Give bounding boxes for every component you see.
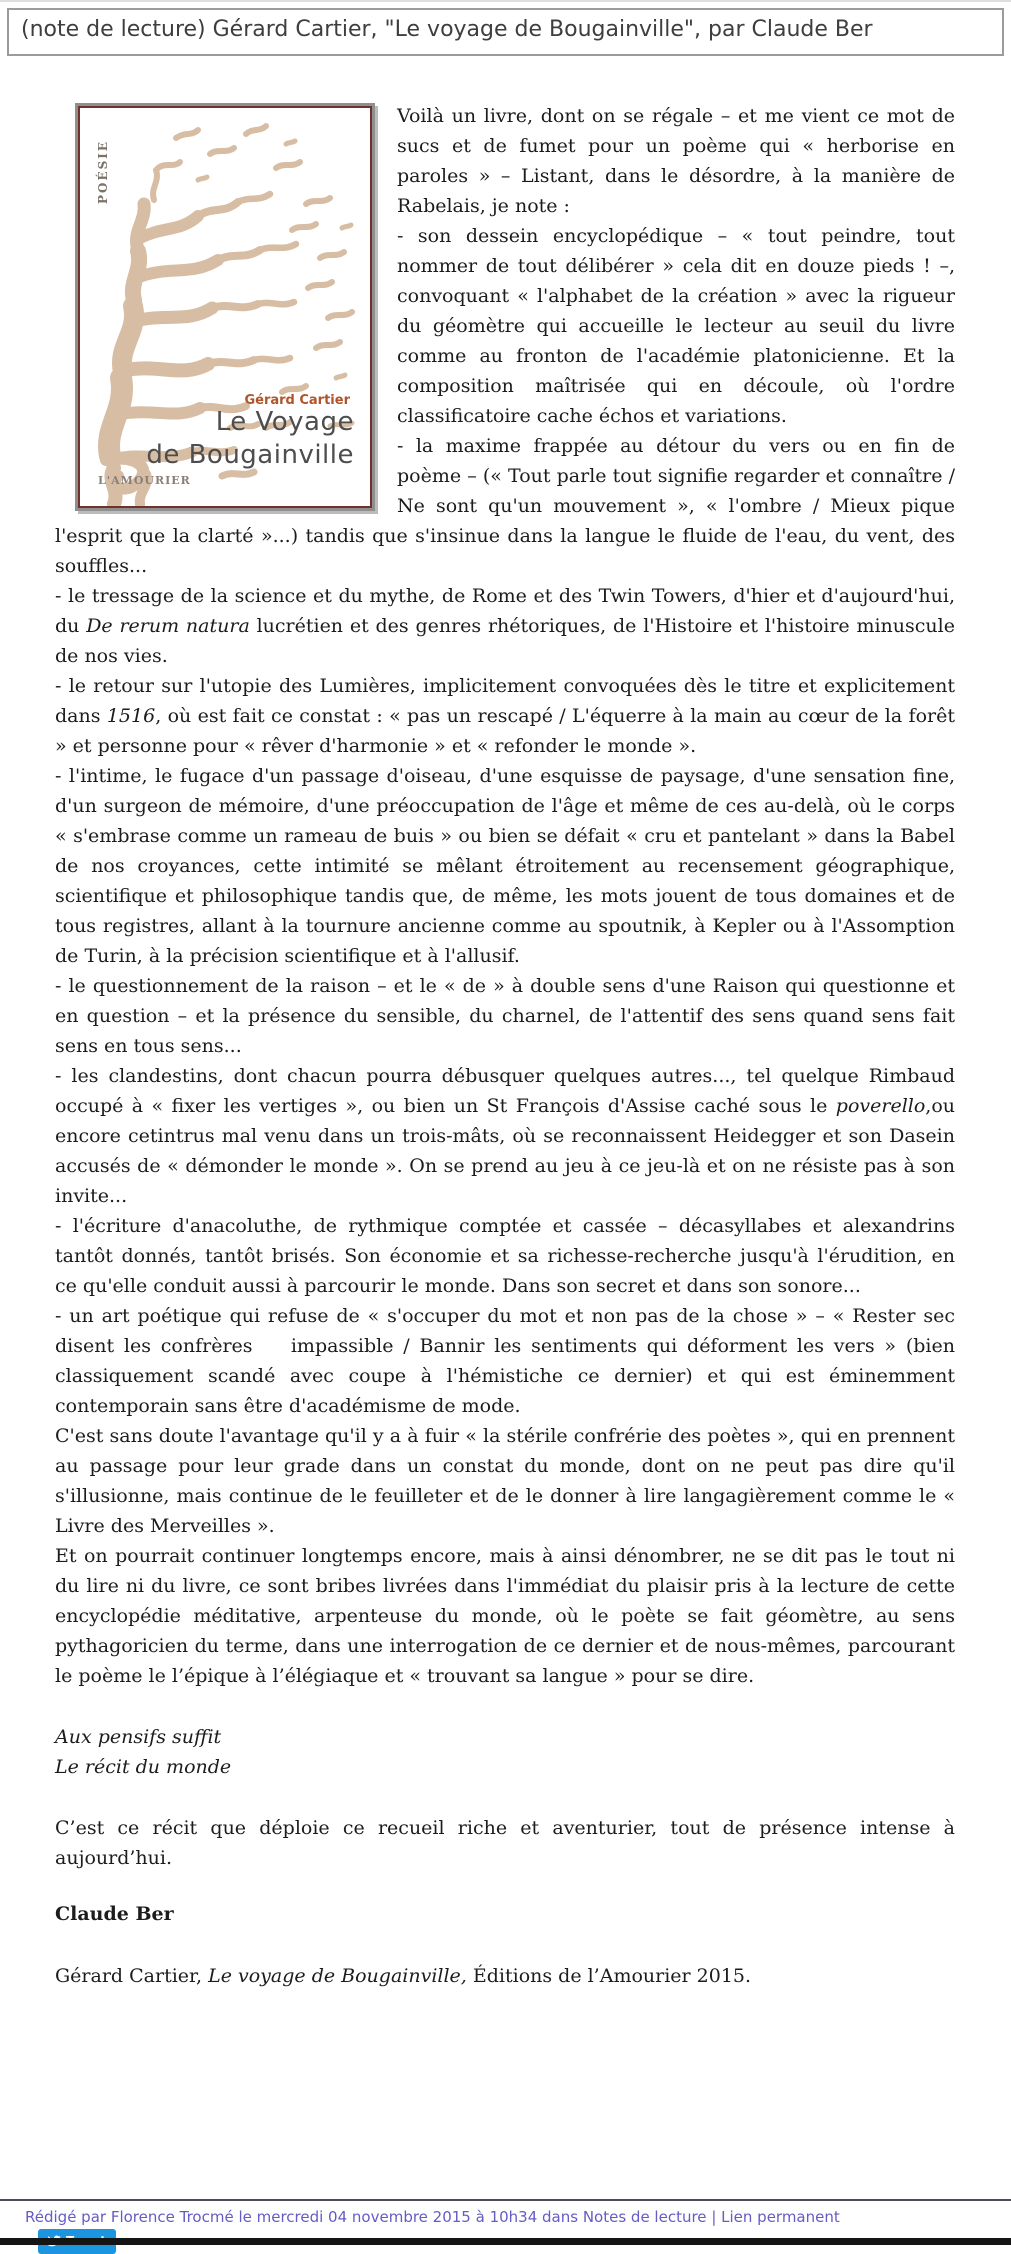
- book-cover: [75, 103, 375, 511]
- byline-text: Rédigé par Florence Trocmé le mercredi 04 novembre 2015 à 10h34 dans: [25, 2208, 583, 2226]
- text-segment: - le tressage de la science et du mythe, de Rome et des Twin Towers, d'hier et d'aujourd'hui, du: [55, 585, 955, 637]
- paragraph: [55, 1061, 955, 1211]
- text-segment: Voilà un livre, dont on se régale – et me vient ce mot de sucs et de fumet pour un poème qui « herborise en paroles » – Listant, dans le désordre, à la manière de Rabelais, je note :: [397, 105, 955, 217]
- paragraph: [55, 1961, 955, 1991]
- text-segment: Gérard Cartier,: [55, 1965, 209, 1987]
- text-segment: - le questionnement de la raison – et le « de » à double sens d'une Raison qui questionne et en question – et la présence du sensible, du charnel, de l'attentif des sens quand sens fait sens en tous sens...: [55, 975, 955, 1057]
- text-segment: lucrétien et des genres rhétoriques, de l'Histoire et l'histoire minuscule de nos vies.: [55, 615, 955, 667]
- paragraph: [55, 1211, 955, 1301]
- text-segment: Le récit du monde: [55, 1756, 232, 1778]
- paragraph: [55, 1421, 955, 1541]
- text-segment: poverello: [835, 1095, 926, 1117]
- paragraph: [55, 1541, 955, 1691]
- paragraph: [55, 671, 955, 761]
- bottom-edge-strip: [0, 2238, 1011, 2245]
- text-segment: Éditions de l’Amourier 2015.: [466, 1965, 752, 1987]
- review-article: [55, 101, 955, 1991]
- text-segment: ,ou encore cetintrus mal venu dans un trois-mâts, où se reconnaissent Heidegger et son Dasein accusés de « démonder le monde ». On se prend au jeu à ce jeu-là et on ne résiste pas à son invite...: [55, 1095, 955, 1207]
- permalink-link[interactable]: Lien permanent: [721, 2208, 840, 2226]
- paragraph: [55, 581, 955, 671]
- text-segment: - les clandestins, dont chacun pourra débusquer quelques autres..., tel quelque Rimbaud occupé à « fixer les vertiges », ou bien un St François d'Assise caché sous le: [55, 1065, 955, 1117]
- cover-author: Gérard Cartier: [244, 393, 350, 408]
- paragraph: [55, 1722, 955, 1752]
- cover-genre-label: POÉSIE: [96, 139, 110, 204]
- text-segment: Claude Ber: [55, 1903, 174, 1925]
- text-segment: C'est sans doute l'avantage qu'il y a à fuir « la stérile confrérie des poètes », qui en prennent au passage pour leur grade dans un constat du monde, dont on ne peut pas dire qu'il s'illusionne, mais continue de le feuilleter et de le donner à lire langagièrement comme le « Livre des Merveilles ».: [55, 1425, 955, 1537]
- text-segment: , où est fait ce constat : « pas un rescapé / L'équerre à la main au cœur de la forêt » et personne pour « rêver d'harmonie » et « refonder le monde ».: [55, 705, 955, 757]
- book-cover-inner: [78, 106, 372, 508]
- paragraph: [55, 1752, 955, 1782]
- cover-title-line2: de Bougainville: [146, 440, 354, 470]
- text-segment: C’est ce récit que déploie ce recueil riche et aventurier, tout de présence intense à aujourd’hui.: [55, 1817, 955, 1869]
- text-segment: Et on pourrait continuer longtemps encore, mais à ainsi dénombrer, ne se dit pas le tout ni du lire ni du livre, ce sont bribes livrées dans l'immédiat du plaisir pris à la lecture de cette encyclopédie méditative, arpenteuse du monde, où le poète se fait géomètre, au sens pythagoricien du terme, dans une interrogation de ce dernier et de nous-mêmes, parcourant le poème le l’épique à l’élégiaque et « trouvant sa langue » pour se dire.: [55, 1545, 955, 1687]
- text-segment: 1516: [106, 705, 156, 727]
- cover-title: [146, 406, 354, 472]
- text-segment: - son dessein encyclopédique – « tout peindre, tout nommer de tout délibérer » cela dit en douze pieds ! –, convoquant « l'alphabet de la création » avec la rigueur du géomètre qui accueille le lecteur au seuil du livre comme au fronton de l'académie platonicienne. Et la composition maîtrisée qui en découle, où l'ordre classificatoire cache échos et variations.: [397, 225, 955, 427]
- text-segment: - l'écriture d'anacoluthe, de rythmique comptée et cassée – décasyllabes et alexandrins tantôt donnés, tantôt brisés. Son économie et sa richesse-recherche jusqu'à l'érudition, en ce qu'elle conduit aussi à parcourir le monde. Dans son secret et dans son sonore...: [55, 1215, 955, 1297]
- paragraph: [55, 761, 955, 971]
- paragraph: [55, 1301, 955, 1421]
- paragraph: [55, 1813, 955, 1873]
- text-segment: - la maxime frappée au détour du vers ou en fin de poème – (« Tout parle tout signifie regarder et connaître / Ne sont qu'un mouvement », « l'ombre / Mieux pique l'esprit que la clarté »...) tandis que s'insinue dans la langue le fluide de l'eau, du vent, des souffles...: [55, 435, 955, 577]
- cover-publisher: L'AMOURIER: [98, 474, 191, 487]
- byline-separator: |: [706, 2208, 722, 2226]
- text-segment: - le retour sur l'utopie des Lumières, implicitement convoquées dès le titre et explicitement dans: [55, 675, 955, 727]
- text-segment: - un art poétique qui refuse de « s'occuper du mot et non pas de la chose » – « Rester sec disent les confrères impassible / Bannir les sentiments qui déforment les vers » (bien classiquement scandé avec coupe à l'hémistiche ce dernier) et qui est éminemment contemporain sans être d'académisme de mode.: [55, 1305, 955, 1417]
- text-segment: De rerum natura: [86, 615, 250, 637]
- category-link[interactable]: Notes de lecture: [582, 2208, 707, 2226]
- page-title: (note de lecture) Gérard Cartier, "Le voyage de Bougainville", par Claude Ber: [7, 8, 1004, 56]
- text-segment: Aux pensifs suffit: [55, 1726, 222, 1748]
- paragraph: [55, 1899, 955, 1929]
- paragraph: [55, 971, 955, 1061]
- cover-title-line1: Le Voyage: [215, 407, 354, 437]
- text-segment: Le voyage de Bougainville,: [208, 1965, 467, 1987]
- post-byline: [25, 2208, 840, 2226]
- text-segment: - l'intime, le fugace d'un passage d'oiseau, d'une esquisse de paysage, d'une sensation fine, d'un surgeon de mémoire, d'une préoccupation de l'âge et même de ces au-delà, où le corps « s'embrase comme un rameau de buis » ou bien se défait « cru et pantelant » dans la Babel de nos croyances, cette intimité se mêlant étroitement au recensement géographique, scientifique et philosophique tandis que, de même, les mots jouent de tous domaines et de tous registres, allant à la tournure ancienne comme au spoutnik, à Kepler ou à l'Assomption de Turin, à la précision scientifique et à l'allusif.: [55, 765, 955, 967]
- footer-divider: [0, 2199, 1011, 2201]
